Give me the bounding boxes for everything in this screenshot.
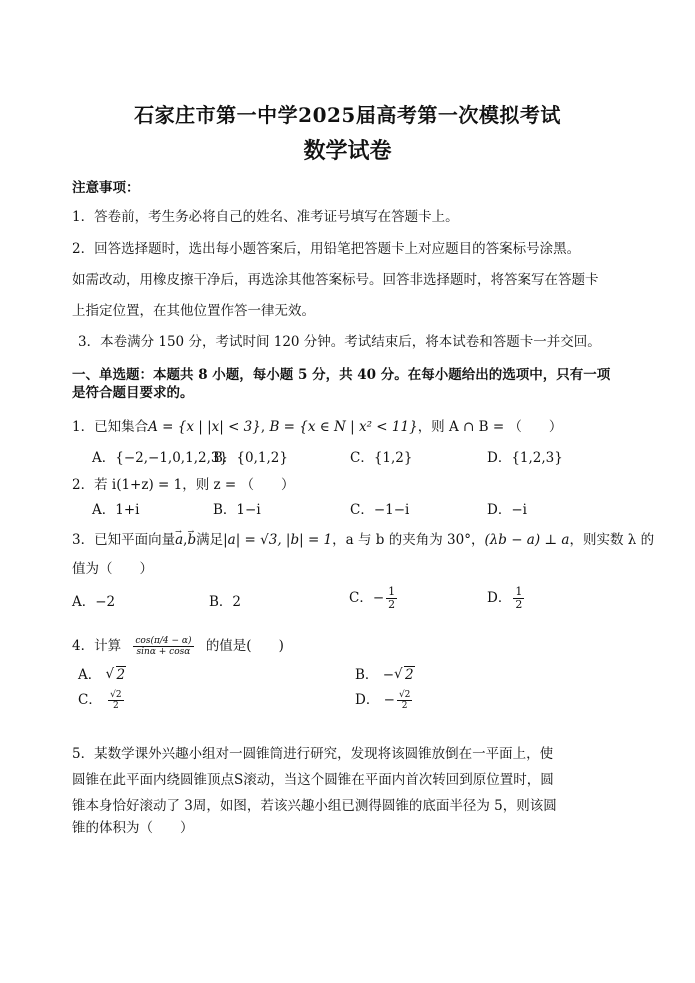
section1-heading: 一、单选题：本题共 8 小题，每小题 5 分，共 40 分。在每小题给出的选项中，只有一项 (72, 367, 611, 383)
q4-option-a-sqrt: √ 2 (106, 666, 127, 684)
q2-option-b: B．1−i (213, 502, 261, 518)
q1-prefix: 1．已知集合 (72, 419, 149, 435)
q2-option-a: A．1+i (92, 502, 140, 518)
q3-cond1: |a| = √3, |b| = 1 (223, 532, 333, 548)
q1-option-d: D．{1,2,3} (487, 450, 563, 466)
q2-option-c: C．−1−i (350, 502, 410, 518)
q3-part3: ，a 与 b 的夹角为 30°， (332, 532, 485, 548)
question-4-stem (72, 636, 284, 657)
question-3-stem: 3．已知平面向量→ a,→ b满足|a| = √3, |b| = 1，a 与 b 的夹角为 30°，(λb − a) ⊥ a，则实数 λ 的 (72, 531, 654, 549)
question-2-stem: 2．若 i(1+z) = 1，则 z = （ ） (72, 477, 295, 493)
question-5-line-1: 5．某数学课外兴趣小组对一圆锥筒进行研究，发现将该圆锥放倒在一平面上，使 (72, 746, 554, 762)
q4-option-b: B． −√ 2 (355, 666, 415, 684)
q4-option-c-fraction: $\frac{√2}{2}$ (110, 690, 122, 711)
notice-item-2-cont-1: 如需改动，用橡皮擦干净后，再选涂其他答案标号。回答非选择题时，将答案写在答题卡 (72, 272, 599, 288)
q4-option-a: A． √ 2 (78, 666, 126, 684)
q3-part4: ，则实数 λ 的 (569, 532, 655, 548)
notice-item-1: 1．答卷前，考生务必将自己的姓名、准考证号填写在答题卡上。 (72, 209, 459, 225)
q4-suffix: 的值是( ) (205, 638, 284, 654)
q3-option-c-fraction: $\frac{1}{2}$ (388, 585, 396, 611)
exam-title: 石家庄市第一中学2025届高考第一次模拟考试 (134, 103, 561, 127)
q1-set-a: A = {x | |x| < 3} (148, 419, 261, 435)
q3-option-a: A．−2 (72, 594, 116, 610)
q1-option-b: B．{0,1,2} (213, 450, 288, 466)
q3-cond2: (λb − a) ⊥ a (484, 532, 570, 548)
q2-option-d: D．−i (487, 502, 527, 518)
question-5-line-4: 锥的体积为（ ） (72, 820, 194, 836)
question-5-line-3: 锥本身恰好滚动了 3周，如图，若该兴趣小组已测得圆锥的底面半径为 5，则该圆 (72, 798, 557, 814)
q3-part2: 满足 (196, 532, 224, 548)
q4-prefix: 4．计算 (72, 638, 122, 654)
question-1-stem: 1．已知集合A = {x | |x| < 3}, B = {x ∈ N | x² < 11}，则 A ∩ B = （ ） (72, 419, 563, 435)
q3-vec-a: → a (175, 531, 183, 549)
question-3-stem-cont: 值为（ ） (72, 561, 153, 577)
notice-item-2-cont-2: 上指定位置，在其他位置作答一律无效。 (72, 303, 315, 319)
q4-option-d: D． − $\frac{√2}{2}$ (355, 690, 411, 711)
q1-set-b: B = {x ∈ N | x² < 11} (269, 419, 418, 435)
q4-option-b-sqrt: √ 2 (394, 666, 415, 684)
q3-option-d: D． $\frac{1}{2}$ (487, 585, 523, 611)
q3-part1: 3．已知平面向量 (72, 532, 176, 548)
q4-option-c: C． $\frac{√2}{2}$ (78, 690, 122, 711)
q1-option-c: C．{1,2} (350, 450, 413, 466)
exam-subtitle: 数学试卷 (303, 138, 392, 164)
q4-option-d-fraction: $\frac{√2}{2}$ (398, 690, 411, 711)
q3-option-c: C．− $\frac{1}{2}$ (349, 585, 396, 611)
q3-option-b: B．2 (209, 594, 242, 610)
question-5-line-2: 圆锥在此平面内绕圆锥顶点S滚动，当这个圆锥在平面内首次转回到原位置时，圆 (72, 772, 554, 788)
notice-item-2: 2．回答选择题时，选出每小题答案后，用铅笔把答题卡上对应题目的答案标号涂黑。 (72, 241, 581, 257)
notice-heading: 注意事项： (72, 180, 140, 196)
q3-vec-b: → b (187, 531, 196, 549)
q3-option-d-fraction: $\frac{1}{2}$ (515, 585, 523, 611)
notice-item-3: 3．本卷满分 150 分，考试时间 120 分钟。考试结束后，将本试卷和答题卡一并交回。 (78, 334, 601, 350)
q1-suffix: ，则 A ∩ B = （ ） (417, 419, 563, 435)
q1-option-a: A．{−2,−1,0,1,2,3} (92, 450, 229, 466)
section1-heading-cont: 是符合题目要求的。 (72, 385, 194, 401)
q4-expression: $\frac{\cos(\pi/4 - \alpha)}{\sin\alpha + \cos\alpha}$ (135, 636, 192, 657)
